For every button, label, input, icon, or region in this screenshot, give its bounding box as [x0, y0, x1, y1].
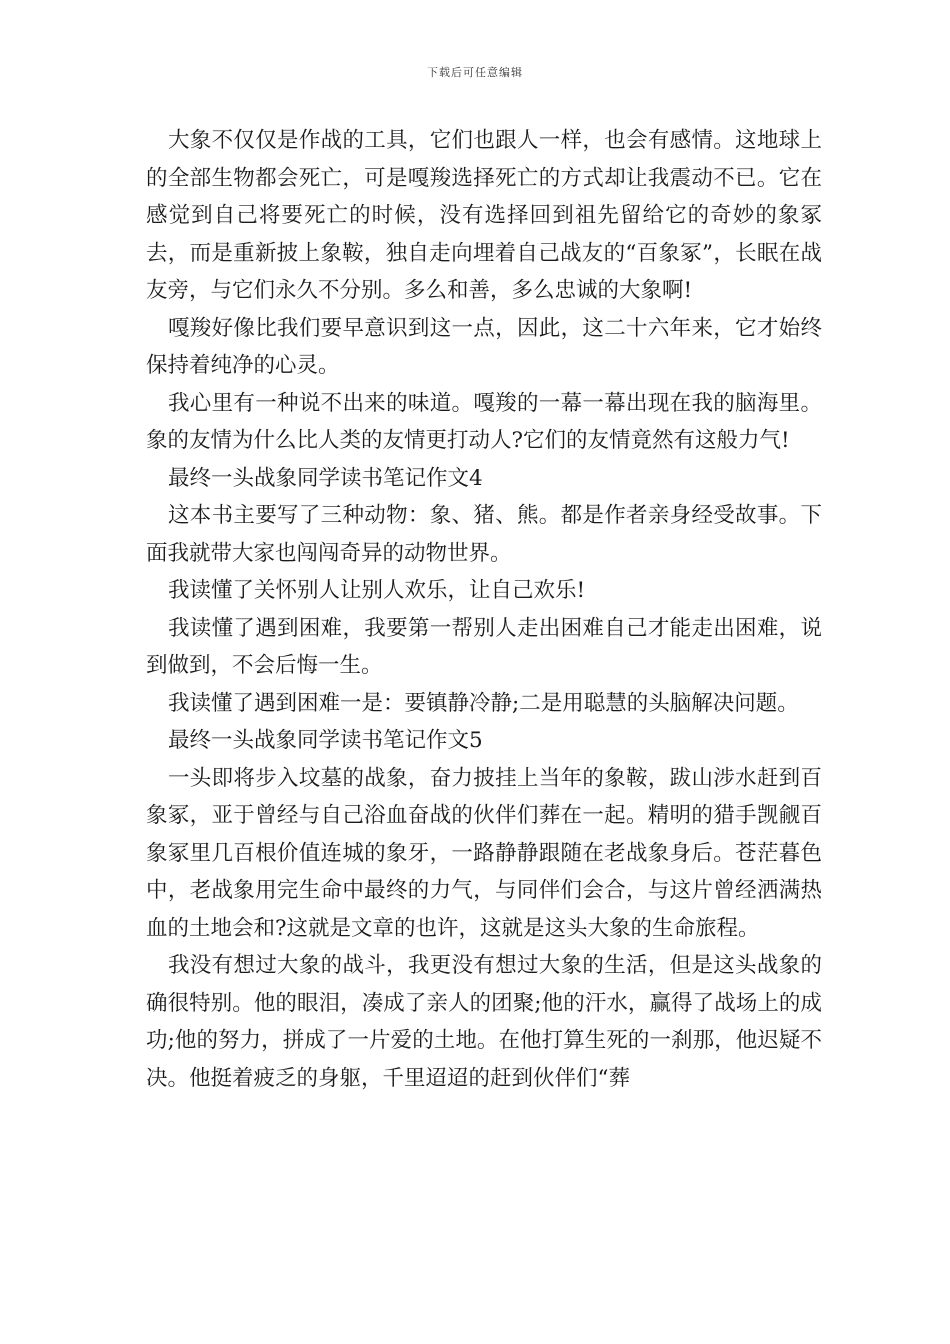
document-body [146, 122, 822, 1097]
paragraph: 这本书主要写了三种动物：象、猪、熊。都是作者亲身经受故事。下面我就带大家也闯闯奇异的动物世界。 [146, 503, 822, 566]
section-heading: 最终一头战象同学读书笔记作文4 [168, 465, 483, 491]
paragraph: 嘎羧好像比我们要早意识到这一点，因此，这二十六年来，它才始终保持着纯净的心灵。 [146, 315, 822, 378]
section-heading: 最终一头战象同学读书笔记作文5 [168, 728, 483, 753]
page-header: 下载后可任意编辑 [427, 66, 523, 79]
paragraph: 我读懂了关怀别人让别人欢乐，让自己欢乐! [168, 578, 586, 603]
paragraph: 一头即将步入坟墓的战象，奋力披挂上当年的象鞍，跋山涉水赶到百象冢，亚于曾经与自己浴血奋战的伙伴们葬在一起。精明的猎手觊觎百象冢里几百根价值连城的象牙，一路静静跟随在老战象身后。苍茫暮色中，老战象用完生命中最终的力气，与同伴们会合，与这片曾经洒满热血的土地会和?这就是文章的也许，这就是这头大象的生命旅程。 [146, 765, 822, 941]
paragraph: 大象不仅仅是作战的工具，它们也跟人一样，也会有感情。这地球上的全部生物都会死亡，可是嘎羧选择死亡的方式却让我震动不已。它在感觉到自己将要死亡的时候，没有选择回到祖先留给它的奇妙的象冢去，而是重新披上象鞍，独自走向埋着自己战友的“百象冢”，长眠在战友旁，与它们永久不分别。多么和善，多么忠诚的大象啊! [146, 128, 822, 303]
paragraph: 我读懂了遇到困难一是：要镇静冷静;二是用聪慧的头脑解决问题。 [168, 690, 799, 716]
paragraph: 我没有想过大象的战斗，我更没有想过大象的生活，但是这头战象的确很特别。他的眼泪，凑成了亲人的团聚;他的汗水，赢得了战场上的成功;他的努力，拼成了一片爱的土地。在他打算生死的一刹那，他迟疑不决。他挺着疲乏的身躯，千里迢迢的赶到伙伴们“葬 [146, 953, 822, 1091]
paragraph: 我心里有一种说不出来的味道。嘎羧的一幕一幕出现在我的脑海里。象的友情为什么比人类的友情更打动人?它们的友情竟然有这般力气! [146, 390, 822, 453]
paragraph: 我读懂了遇到困难，我要第一帮别人走出困难自己才能走出困难，说到做到，不会后悔一生。 [146, 615, 822, 678]
